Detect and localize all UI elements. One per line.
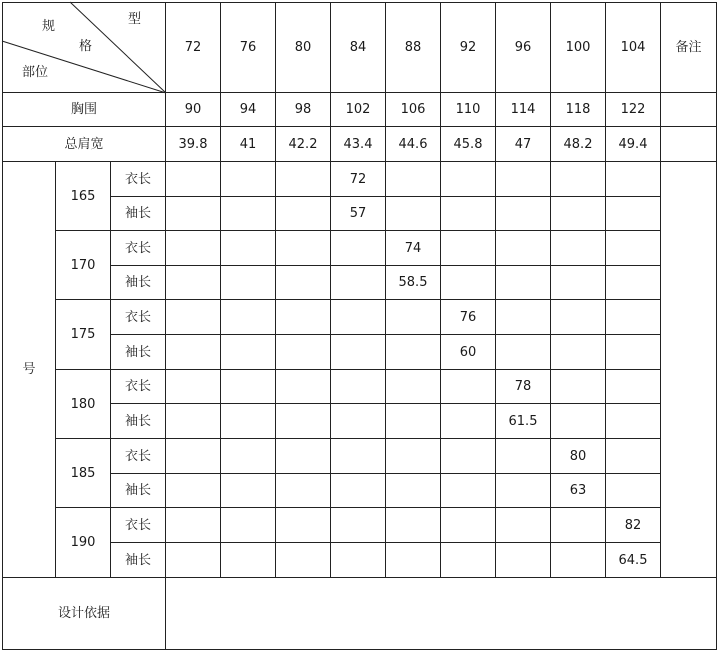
- empty-cell: [166, 300, 221, 335]
- empty-cell: [551, 197, 606, 231]
- empty-cell: [221, 370, 276, 404]
- garment-length-label-cell: 衣长: [111, 370, 166, 404]
- chest-value-cell: 98: [276, 93, 331, 127]
- empty-cell: [386, 543, 441, 578]
- chest-value-cell: 118: [551, 93, 606, 127]
- empty-cell: [331, 404, 386, 439]
- empty-cell: [166, 231, 221, 266]
- empty-cell: [496, 266, 551, 300]
- empty-cell: [276, 266, 331, 300]
- empty-cell: [441, 543, 496, 578]
- empty-cell: [166, 266, 221, 300]
- empty-cell: [166, 197, 221, 231]
- size-header-cell: 80: [276, 2, 331, 93]
- height-label-cell: 170: [56, 231, 111, 300]
- remark-cell: [661, 127, 717, 162]
- empty-cell: [166, 508, 221, 543]
- empty-cell: [441, 231, 496, 266]
- chest-value-cell: 122: [606, 93, 661, 127]
- height-label-cell: 185: [56, 439, 111, 508]
- shoulder-value-cell: 42.2: [276, 127, 331, 162]
- sleeve-length-value-cell: 60: [441, 335, 496, 370]
- empty-cell: [386, 370, 441, 404]
- grid-header-label: 格: [79, 39, 93, 54]
- empty-cell: [441, 162, 496, 197]
- design-basis-label-cell: 设计依据: [2, 578, 166, 650]
- garment-length-label-cell: 衣长: [111, 508, 166, 543]
- empty-cell: [331, 231, 386, 266]
- empty-cell: [496, 300, 551, 335]
- empty-cell: [331, 439, 386, 474]
- remark-header-cell: 备注: [661, 2, 717, 93]
- empty-cell: [331, 474, 386, 508]
- empty-cell: [221, 162, 276, 197]
- height-label-cell: 175: [56, 300, 111, 370]
- empty-cell: [221, 474, 276, 508]
- height-group-label-cell: 号: [2, 162, 56, 578]
- empty-cell: [166, 543, 221, 578]
- sleeve-length-value-cell: 64.5: [606, 543, 661, 578]
- sleeve-length-value-cell: 61.5: [496, 404, 551, 439]
- empty-cell: [606, 474, 661, 508]
- empty-cell: [386, 197, 441, 231]
- empty-cell: [276, 439, 331, 474]
- sleeve-length-value-cell: 58.5: [386, 266, 441, 300]
- chest-value-cell: 102: [331, 93, 386, 127]
- empty-cell: [166, 162, 221, 197]
- sleeve-length-label-cell: 袖长: [111, 266, 166, 300]
- empty-cell: [221, 335, 276, 370]
- empty-cell: [386, 300, 441, 335]
- empty-cell: [606, 300, 661, 335]
- size-header-cell: 104: [606, 2, 661, 93]
- sleeve-length-label-cell: 袖长: [111, 543, 166, 578]
- empty-cell: [606, 162, 661, 197]
- empty-cell: [441, 266, 496, 300]
- empty-cell: [221, 404, 276, 439]
- empty-cell: [441, 439, 496, 474]
- size-header-cell: 88: [386, 2, 441, 93]
- empty-cell: [441, 404, 496, 439]
- shoulder-label-cell: 总肩宽: [2, 127, 166, 162]
- sleeve-length-label-cell: 袖长: [111, 197, 166, 231]
- size-header-cell: 76: [221, 2, 276, 93]
- empty-cell: [551, 231, 606, 266]
- height-label-cell: 190: [56, 508, 111, 578]
- shoulder-value-cell: 47: [496, 127, 551, 162]
- empty-cell: [221, 197, 276, 231]
- sleeve-length-value-cell: 57: [331, 197, 386, 231]
- shoulder-value-cell: 41: [221, 127, 276, 162]
- size-header-cell: 84: [331, 2, 386, 93]
- garment-length-label-cell: 衣长: [111, 300, 166, 335]
- empty-cell: [221, 231, 276, 266]
- empty-cell: [276, 197, 331, 231]
- empty-cell: [606, 197, 661, 231]
- corner-header-cell: [2, 2, 166, 93]
- garment-length-value-cell: 76: [441, 300, 496, 335]
- empty-cell: [441, 508, 496, 543]
- empty-cell: [551, 300, 606, 335]
- empty-cell: [276, 474, 331, 508]
- empty-cell: [551, 508, 606, 543]
- empty-cell: [606, 231, 661, 266]
- empty-cell: [496, 231, 551, 266]
- empty-cell: [386, 474, 441, 508]
- remark-span-cell: [661, 162, 717, 578]
- garment-length-value-cell: 82: [606, 508, 661, 543]
- spec-header-label: 规: [42, 19, 56, 34]
- empty-cell: [166, 439, 221, 474]
- empty-cell: [276, 508, 331, 543]
- empty-cell: [386, 439, 441, 474]
- empty-cell: [331, 266, 386, 300]
- garment-length-label-cell: 衣长: [111, 162, 166, 197]
- empty-cell: [496, 474, 551, 508]
- empty-cell: [331, 543, 386, 578]
- garment-length-label-cell: 衣长: [111, 439, 166, 474]
- empty-cell: [496, 543, 551, 578]
- empty-cell: [331, 370, 386, 404]
- empty-cell: [606, 439, 661, 474]
- empty-cell: [551, 404, 606, 439]
- empty-cell: [331, 335, 386, 370]
- empty-cell: [496, 508, 551, 543]
- garment-length-label-cell: 衣长: [111, 231, 166, 266]
- empty-cell: [166, 474, 221, 508]
- sleeve-length-label-cell: 袖长: [111, 335, 166, 370]
- empty-cell: [496, 439, 551, 474]
- empty-cell: [386, 404, 441, 439]
- sleeve-length-label-cell: 袖长: [111, 404, 166, 439]
- empty-cell: [276, 231, 331, 266]
- garment-length-value-cell: 80: [551, 439, 606, 474]
- type-header-label: 型: [128, 12, 142, 27]
- empty-cell: [166, 370, 221, 404]
- empty-cell: [166, 404, 221, 439]
- chest-value-cell: 94: [221, 93, 276, 127]
- empty-cell: [221, 266, 276, 300]
- height-label-cell: 165: [56, 162, 111, 231]
- shoulder-value-cell: 44.6: [386, 127, 441, 162]
- empty-cell: [606, 266, 661, 300]
- empty-cell: [606, 404, 661, 439]
- empty-cell: [441, 197, 496, 231]
- chest-value-cell: 106: [386, 93, 441, 127]
- sleeve-length-value-cell: 63: [551, 474, 606, 508]
- empty-cell: [221, 300, 276, 335]
- shoulder-value-cell: 48.2: [551, 127, 606, 162]
- design-basis-value-cell: [166, 578, 717, 650]
- empty-cell: [496, 197, 551, 231]
- empty-cell: [276, 543, 331, 578]
- empty-cell: [606, 335, 661, 370]
- size-header-cell: 100: [551, 2, 606, 93]
- sleeve-length-label-cell: 袖长: [111, 474, 166, 508]
- empty-cell: [276, 162, 331, 197]
- garment-length-value-cell: 78: [496, 370, 551, 404]
- empty-cell: [551, 266, 606, 300]
- shoulder-value-cell: 49.4: [606, 127, 661, 162]
- chest-value-cell: 90: [166, 93, 221, 127]
- part-header-label: 部位: [22, 65, 49, 80]
- empty-cell: [386, 162, 441, 197]
- empty-cell: [221, 439, 276, 474]
- chest-value-cell: 114: [496, 93, 551, 127]
- empty-cell: [551, 543, 606, 578]
- empty-cell: [166, 335, 221, 370]
- empty-cell: [496, 335, 551, 370]
- empty-cell: [386, 335, 441, 370]
- height-label-cell: 180: [56, 370, 111, 439]
- remark-cell: [661, 93, 717, 127]
- shoulder-value-cell: 43.4: [331, 127, 386, 162]
- empty-cell: [551, 370, 606, 404]
- empty-cell: [276, 404, 331, 439]
- chest-value-cell: 110: [441, 93, 496, 127]
- garment-length-value-cell: 74: [386, 231, 441, 266]
- empty-cell: [276, 335, 331, 370]
- size-header-cell: 92: [441, 2, 496, 93]
- empty-cell: [496, 162, 551, 197]
- empty-cell: [606, 370, 661, 404]
- empty-cell: [276, 300, 331, 335]
- empty-cell: [276, 370, 331, 404]
- garment-length-value-cell: 72: [331, 162, 386, 197]
- empty-cell: [221, 543, 276, 578]
- empty-cell: [441, 370, 496, 404]
- shoulder-value-cell: 39.8: [166, 127, 221, 162]
- empty-cell: [551, 162, 606, 197]
- empty-cell: [551, 335, 606, 370]
- size-header-cell: 72: [166, 2, 221, 93]
- empty-cell: [386, 508, 441, 543]
- empty-cell: [331, 508, 386, 543]
- empty-cell: [221, 508, 276, 543]
- empty-cell: [441, 474, 496, 508]
- size-header-cell: 96: [496, 2, 551, 93]
- empty-cell: [331, 300, 386, 335]
- shoulder-value-cell: 45.8: [441, 127, 496, 162]
- chest-label-cell: 胸围: [2, 93, 166, 127]
